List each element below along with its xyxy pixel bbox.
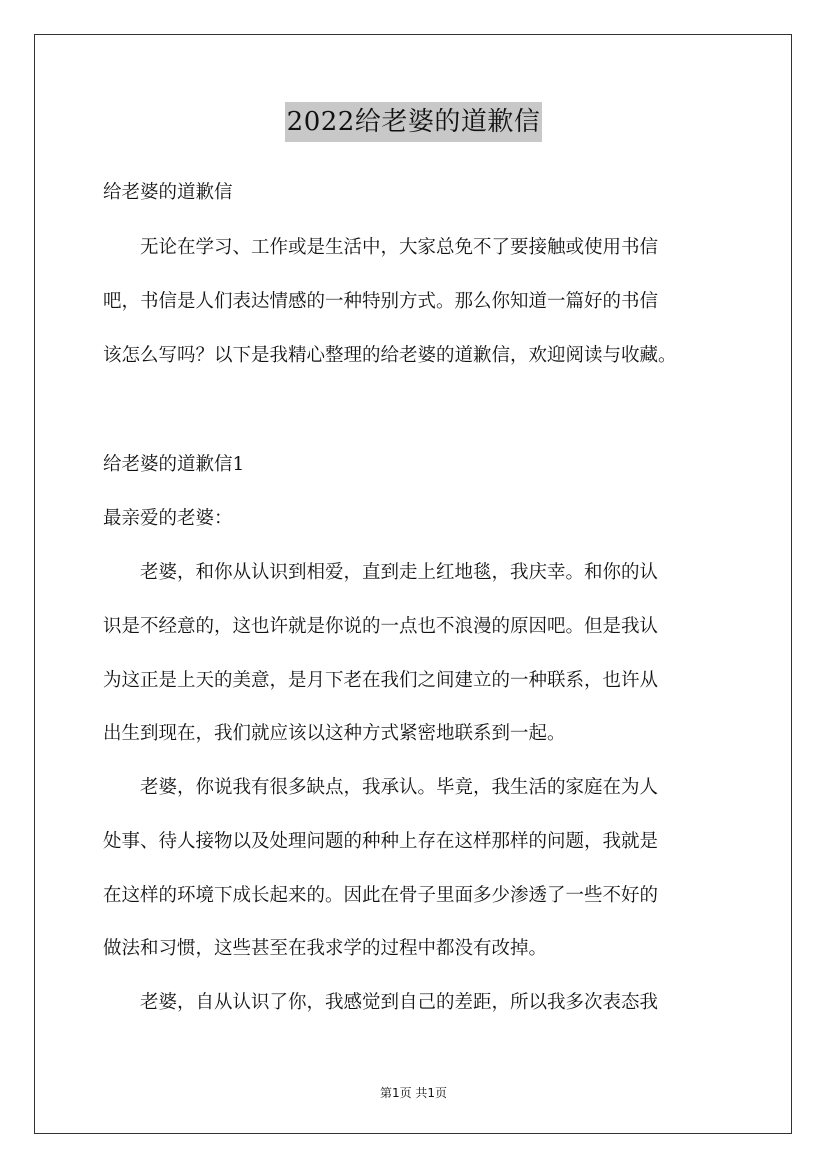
letter-paragraph-line: 识是不经意的，这也许就是你说的一点也不浪漫的原因吧。但是我认 [103,616,659,637]
letter-paragraph-line: 老婆，你说我有很多缺点，我承认。毕竟，我生活的家庭在为人 [140,777,659,798]
intro-paragraph-line: 无论在学习、工作或是生活中，大家总免不了要接触或使用书信 [140,237,659,258]
intro-paragraph-line: 吧，书信是人们表达情感的一种特别方式。那么你知道一篇好的书信 [103,291,659,312]
subtitle: 给老婆的道歉信 [103,182,233,203]
letter-paragraph-line: 老婆，自从认识了你，我感觉到自己的差距，所以我多次表态我 [140,992,659,1013]
letter-paragraph-line: 为这正是上天的美意，是月下老在我们之间建立的一种联系，也许从 [103,670,659,691]
letter-paragraph-line: 在这样的环境下成长起来的。因此在骨子里面多少渗透了一些不好的 [103,885,659,906]
letter-paragraph-line: 处事、待人接物以及处理问题的种种上存在这样那样的问题，我就是 [103,831,659,852]
salutation: 最亲爱的老婆： [103,508,233,529]
document-title-text: 2022给老婆的道歉信 [285,102,543,142]
section-heading: 给老婆的道歉信1 [103,454,245,475]
letter-paragraph-line: 老婆，和你从认识到相爱，直到走上红地毯，我庆幸。和你的认 [140,562,659,583]
letter-paragraph-line: 做法和习惯，这些甚至在我求学的过程中都没有改掉。 [103,938,548,959]
page-number: 第1页 共1页 [379,1086,448,1100]
letter-paragraph-line: 出生到现在，我们就应该以这种方式紧密地联系到一起。 [103,723,566,744]
intro-paragraph-line: 该怎么写吗？以下是我精心整理的给老婆的道歉信，欢迎阅读与收藏。 [103,345,677,366]
document-title [0,102,827,142]
